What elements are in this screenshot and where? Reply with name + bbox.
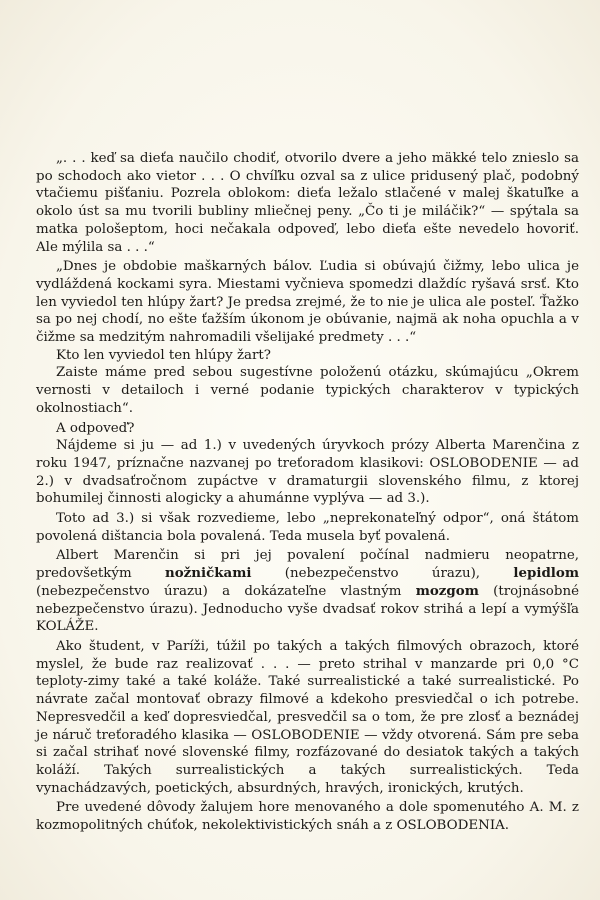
paragraph-suggestive-question <box>36 364 579 417</box>
paragraph-question <box>36 347 579 365</box>
paragraph-answer <box>36 437 579 508</box>
body-text <box>36 150 579 835</box>
paragraph-text: A odpoveď? <box>56 420 135 436</box>
paragraph-text: Nájdeme si ju — ad 1.) v uvedených úryvkoch prózy Alberta Marenčina z roku 1947, príznačne nazvanej po treťoradom klasikovi: OSLOBODENIE — ad 2.) v dvadsaťročnom zupáctve v dramaturgii slovenského filmu, z ktorej bohumilej činnosti alogicky a ahumánne vyplýva — ad 3.). <box>36 438 579 507</box>
paragraph-text: (trojnásobné nebezpečenstvo úrazu). Jednoducho vyše dvadsať rokov strihá a lepí a vymýšľa KOLÁŽE. <box>36 583 579 635</box>
paragraph-text: Kto len vyviedol ten hlúpy žart? <box>56 347 271 363</box>
paragraph-text: Pre uvedené dôvody žalujem hore menovaného a dole spomenutého A. M. z kozmopolitných chúťok, nekolektivistických snáh a z OSLOBODENIA. <box>36 800 579 834</box>
paragraph-text: (nebezpečenstvo úrazu) a dokázateľne vlastným <box>36 583 416 599</box>
paragraph-quote-2 <box>36 258 579 347</box>
paragraph-text: (nebezpečenstvo úrazu), <box>251 566 514 582</box>
paragraph-text: „. . . keď sa dieťa naučilo chodiť, otvorilo dvere a jeho mäkké telo znieslo sa po schodoch ako vietor . . . O chvíľku ozval sa z ulice pridusený plač, podobný vtačiemu pišťaniu. Pozrela oblokom: dieťa ležalo stlačené v malej škatuľke a okolo úst sa mu tvorili bubliny mliečnej peny. „Čo ti je miláčik?“ — spýtala sa matka pološeptom, hoci nečakala odpoveď, lebo dieťa ešte nevedelo hovoriť. Ale mýlila sa . . .“ <box>36 151 579 255</box>
paragraph-closing <box>36 799 579 834</box>
paragraph-ad-3 <box>36 510 579 545</box>
paragraph-tools <box>36 547 579 636</box>
emphasis-brain: mozgom <box>415 582 479 599</box>
emphasis-glue: lepidlom <box>513 565 579 582</box>
paragraph-student <box>36 638 579 797</box>
paragraph-answer-prompt <box>36 420 579 438</box>
emphasis-scissors: nožničkami <box>165 565 252 582</box>
paragraph-text: Albert Marenčin si pri jej povalení počínal nadmieru neopatrne, predovšetkým <box>36 548 579 582</box>
paragraph-text: Ako študent, v Paríži, túžil po takých a takých filmových obrazoch, ktoré myslel, že bude raz realizovať . . . — preto strihal v manzarde pri 0,0 °C teploty-zimy také a také koláže. Také surrealistické a také surrealistické. Po návrate začal montovať obrazy filmové a kdekoho presviedčal o ich potrebe. Nepresvedčil a keď dopresviedčal, presvedčil sa o tom, že pre zlosť a beznádej je náruč treťoradého klasika — OSLOBODENIE — vždy otvorená. Sám pre seba si začal strihať nové slovenské filmy, rozfázované do desiatok takých a takých koláží. Takých surrealistických a takých surrealistických. Teda vynachádzavých, poetických, absurdných, hravých, ironických, krutých. <box>36 638 579 796</box>
paragraph-quote-1 <box>36 150 579 256</box>
paragraph-text: Toto ad 3.) si však rozvedieme, lebo „neprekonateľný odpor“, oná štátom povolená dištancia bola povalená. Teda musela byť povalená. <box>36 511 579 544</box>
paragraph-text: Zaiste máme pred sebou sugestívne položenú otázku, skúmajúcu „Okrem vernosti v detailoch i verné podanie typických charakterov v typických okolnostiach“. <box>36 365 579 416</box>
paragraph-text: „Dnes je obdobie maškarných bálov. Ľudia si obúvajú čižmy, lebo ulica je vydláždená kockami syra. Miestami vyčnieva spomedzi dlaždíc ryšavá srsť. Kto len vyviedol ten hlúpy žart? Je predsa zrejmé, že to nie je ulica ale posteľ. Ťažko sa po nej chodí, no ešte ťažším úkonom je obúvanie, najmä ak noha opuchla a v čižme sa medzitým nahromadili všelijaké predmety . . .“ <box>36 259 579 346</box>
